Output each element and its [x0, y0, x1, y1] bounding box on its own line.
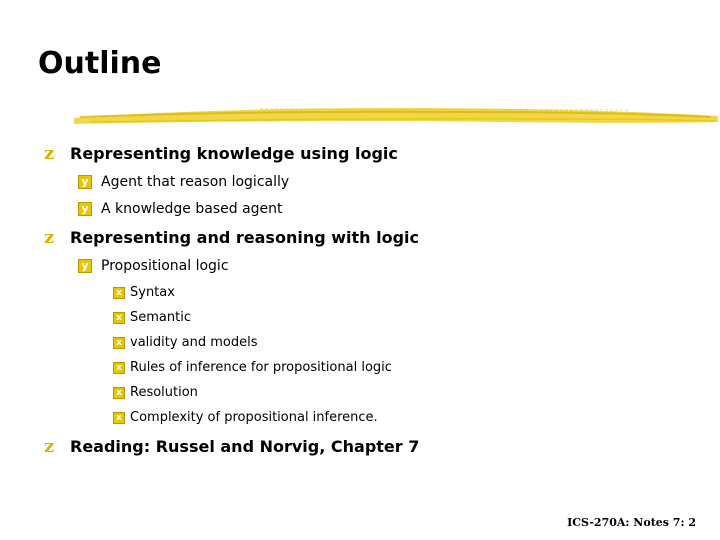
sub-bullet-propositional-logic — [78, 258, 229, 274]
slide-title: Outline — [38, 46, 162, 81]
x-box-bullet-icon: x — [113, 337, 125, 349]
bullet-text: A knowledge based agent — [101, 201, 283, 217]
sub-sub-bullet-semantic — [113, 310, 191, 325]
bullet-text: Resolution — [130, 385, 198, 400]
bullet-text: Semantic — [130, 310, 191, 325]
bullet-text: Agent that reason logically — [101, 174, 290, 190]
bullet-text: Representing and reasoning with logic — [70, 228, 420, 247]
z-bullet-icon: z — [44, 142, 55, 164]
sub-bullet-agent-reason — [78, 174, 289, 190]
y-box-bullet-icon: y — [78, 175, 92, 189]
title-underline-brush-stroke — [70, 100, 720, 128]
bullet-reading — [44, 437, 419, 456]
slide-footer: ICS-270A: Notes 7: 2 — [567, 516, 696, 529]
z-bullet-icon: z — [44, 435, 55, 457]
y-box-bullet-icon: y — [78, 202, 92, 216]
sub-sub-bullet-rules-inference — [113, 360, 392, 375]
sub-sub-bullet-syntax — [113, 285, 175, 300]
sub-sub-bullet-validity — [113, 335, 258, 350]
x-box-bullet-icon: x — [113, 312, 125, 324]
sub-sub-bullet-resolution — [113, 385, 198, 400]
bullet-text: Representing knowledge using logic — [70, 144, 398, 163]
sub-sub-bullet-complexity — [113, 410, 378, 425]
bullet-representing-knowledge — [44, 144, 398, 163]
sub-bullet-knowledge-agent — [78, 201, 283, 217]
x-box-bullet-icon: x — [113, 287, 125, 299]
bullet-text: Complexity of propositional inference. — [130, 410, 378, 425]
x-box-bullet-icon: x — [113, 362, 125, 374]
bullet-representing-reasoning — [44, 228, 419, 247]
x-box-bullet-icon: x — [113, 412, 125, 424]
bullet-text: Reading: Russel and Norvig, Chapter 7 — [70, 437, 420, 456]
bullet-text: validity and models — [130, 335, 258, 350]
bullet-text: Rules of inference for propositional logic — [130, 360, 392, 375]
bullet-text: Propositional logic — [101, 258, 229, 274]
y-box-bullet-icon: y — [78, 259, 92, 273]
z-bullet-icon: z — [44, 226, 55, 248]
bullet-text: Syntax — [130, 285, 175, 300]
x-box-bullet-icon: x — [113, 387, 125, 399]
